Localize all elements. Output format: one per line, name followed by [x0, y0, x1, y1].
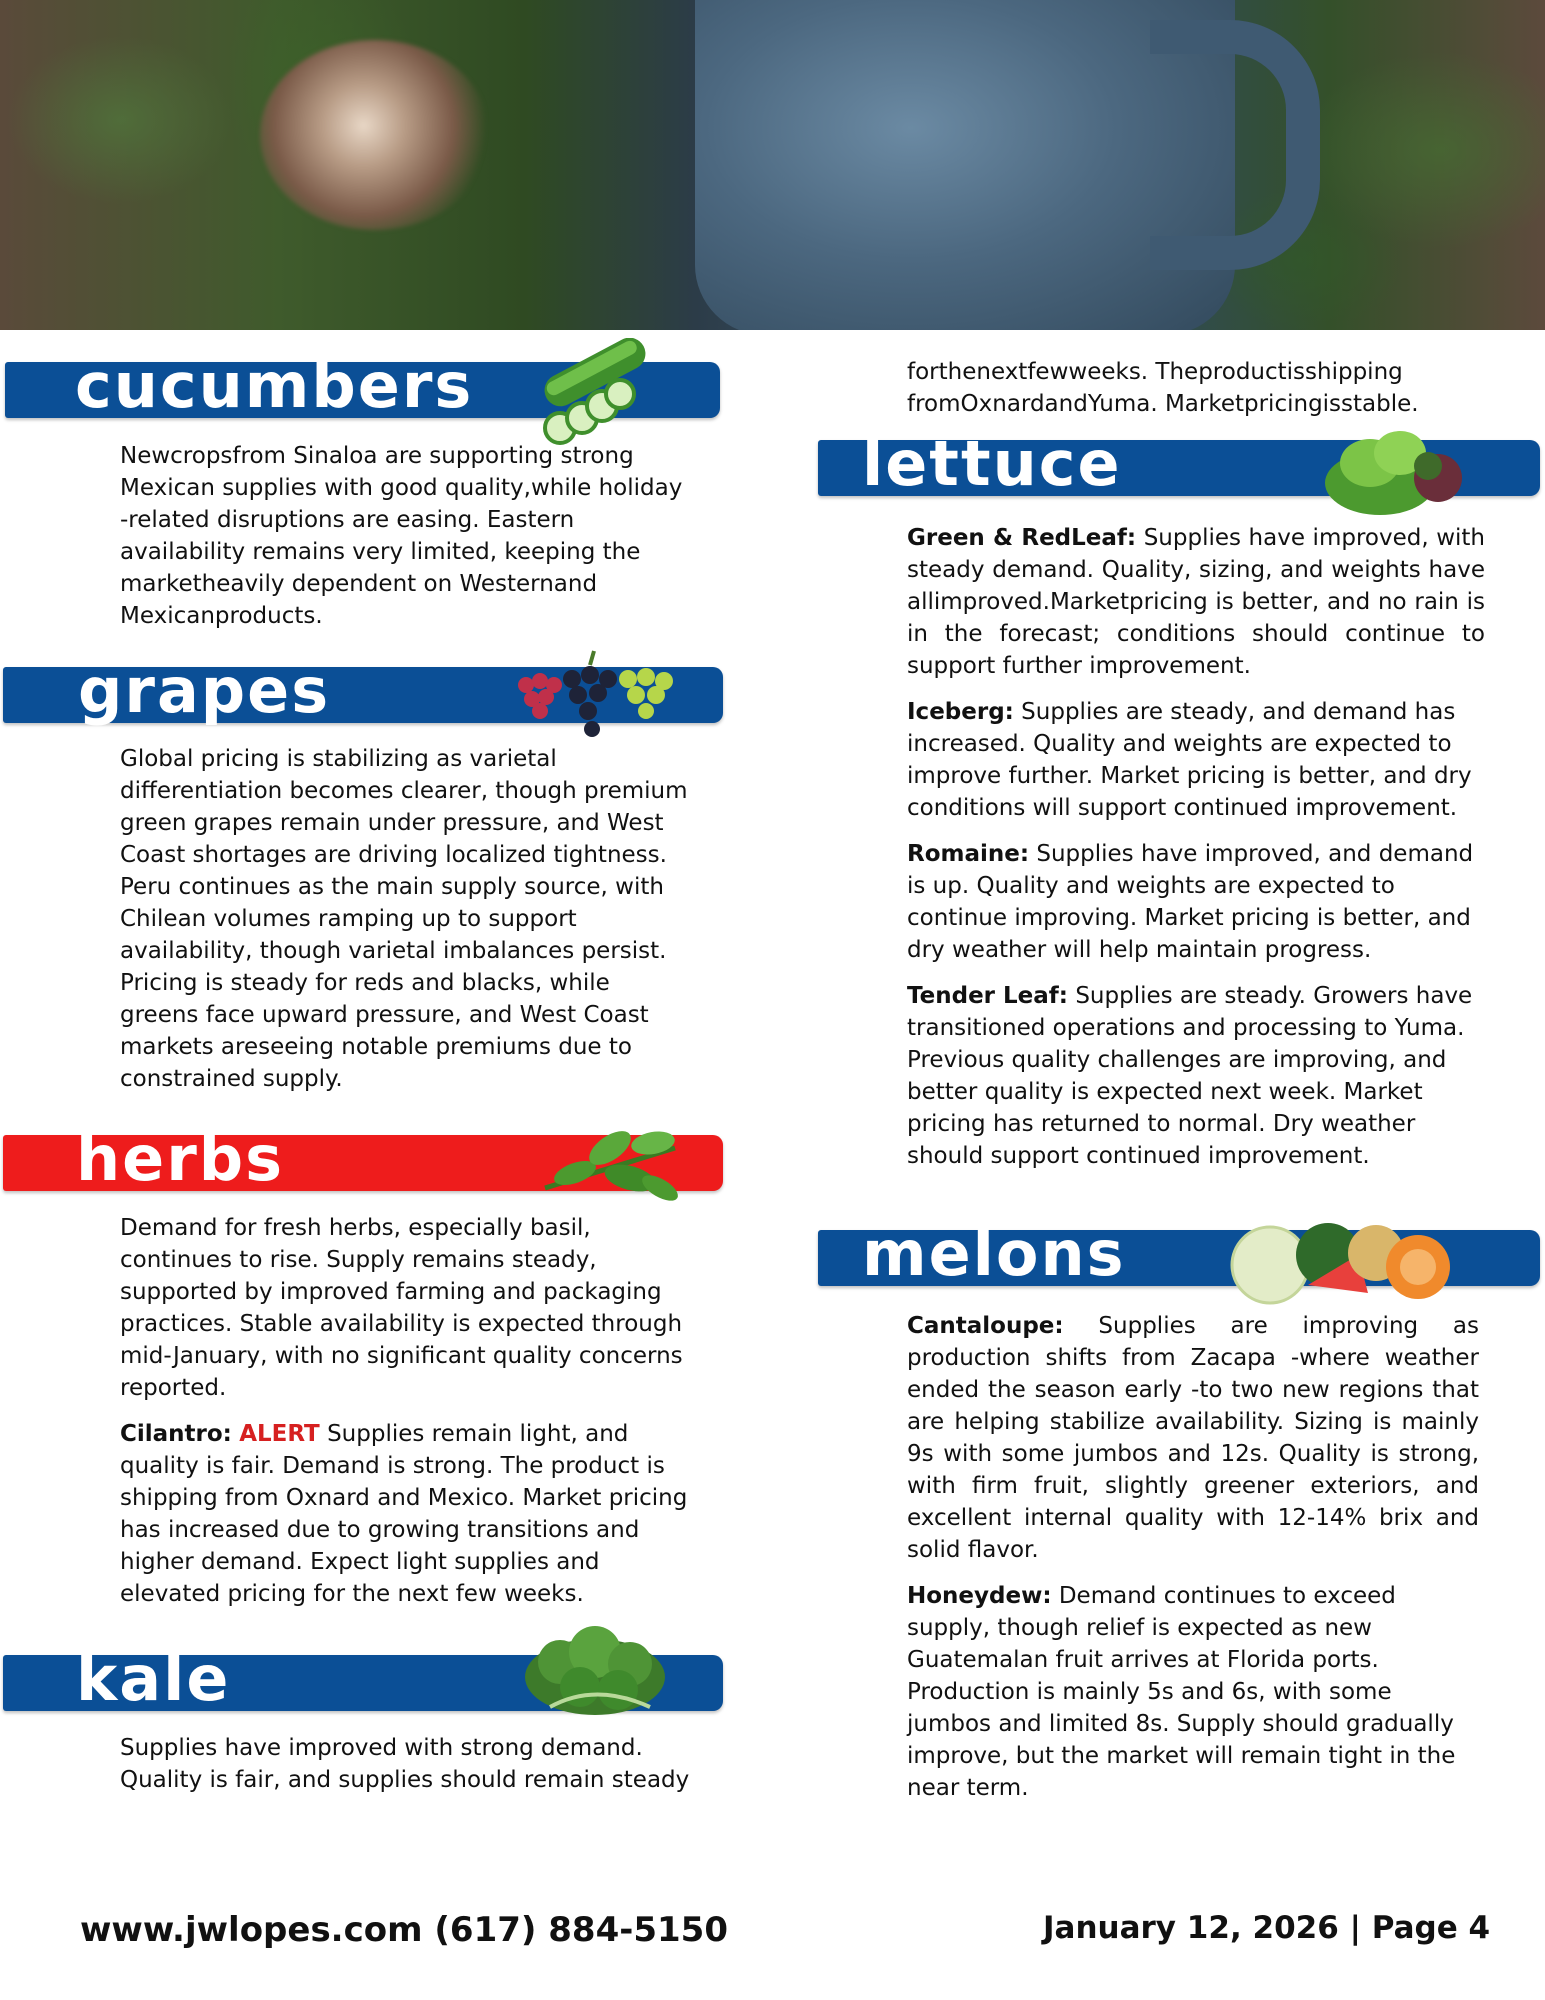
kale-continued: forthenextfewweeks. Theproductisshipping fromOxnardandYuma. Marketpricingisstable. — [907, 359, 1419, 417]
kale-continued-text — [907, 356, 1487, 420]
green-red-leaf-label: Green & RedLeaf: — [907, 525, 1137, 551]
melons-title: melons — [862, 1217, 1126, 1290]
cilantro-body: Supplies remain light, and quality is fair. Demand is strong. The product is shipping from Oxnard and Mexico. Market pricing has increased due to growing transitions and higher demand. Expect light supplies and elevated pricing for the next few weeks. — [120, 1421, 688, 1607]
footer-date-page: January 12, 2026 | Page 4 — [1043, 1910, 1491, 1946]
mug-handle — [1150, 20, 1320, 270]
herbs-body: Demand for fresh herbs, especially basil, continues to rise. Supply remains steady, supported by improved farming and packaging practices. Stable availability is expected through mid-January, with no significant quality concerns reported. — [120, 1215, 683, 1401]
romaine-paragraph — [907, 838, 1485, 966]
lettuce-icon — [1320, 418, 1470, 518]
green-red-leaf-paragraph — [907, 522, 1485, 682]
herbs-text — [120, 1212, 695, 1610]
tender-leaf-body: Supplies are steady. Growers have transitioned operations and processing to Yuma. Previous quality challenges are improving, and better quality is expected next week. Market pricing has returned to normal. Dry weather should support continued improvement. — [907, 983, 1473, 1169]
iceberg-label: Iceberg: — [907, 699, 1014, 725]
cilantro-label: Cilantro: — [120, 1421, 232, 1447]
herbs-title: herbs — [76, 1122, 285, 1195]
cantaloupe-paragraph — [907, 1310, 1479, 1566]
grapes-title: grapes — [78, 654, 331, 727]
grapes-body: Global pricing is stabilizing as varietal differentiation becomes clearer, though premium green grapes remain under pressure, and West Coast shortages are driving localized tightness. Peru continues as the main supply source, with Chilean volumes ramping up to support availability, though varietal imbalances persist. Pricing is steady for reds and blacks, while greens face upward pressure, and West Coast markets areseeing notable premiums due to constrained supply. — [120, 746, 688, 1092]
cucumbers-text — [120, 440, 690, 632]
cantaloupe-label: Cantaloupe: — [907, 1313, 1064, 1339]
honeydew-body: Demand continues to exceed supply, though relief is expected as new Guatemalan fruit arrives at Florida ports. Production is mainly 5s and 6s, with some jumbos and limited 8s. Supply should gradually improve, but the market will remain tight in the near term. — [907, 1583, 1456, 1801]
tender-leaf-paragraph — [907, 980, 1485, 1172]
honeydew-paragraph — [907, 1580, 1479, 1804]
romaine-body: Supplies have improved, and demand is up. Quality and weights are expected to continue improving. Market pricing is better, and dry weather will help maintain progress. — [907, 841, 1474, 963]
cilantro-paragraph — [120, 1418, 695, 1610]
kale-text — [120, 1732, 695, 1796]
kale-title: kale — [76, 1642, 231, 1715]
herbs-icon — [535, 1118, 690, 1208]
lettuce-title: lettuce — [862, 427, 1122, 500]
cilantro-alert-badge: ALERT — [239, 1421, 320, 1447]
melons-icon — [1228, 1215, 1468, 1305]
hero-photo — [0, 0, 1545, 330]
grapes-icon — [512, 645, 687, 745]
tender-leaf-label: Tender Leaf: — [907, 983, 1068, 1009]
iceberg-paragraph — [907, 696, 1485, 824]
iceberg-body: Supplies are steady, and demand has increased. Quality and weights are expected to improve further. Market pricing is better, and dry conditions will support continued improvement. — [907, 699, 1472, 821]
cucumbers-title: cucumbers — [75, 349, 474, 422]
lettuce-text — [907, 522, 1485, 1172]
kale-icon — [520, 1622, 670, 1722]
pinecone — [260, 40, 490, 230]
green-red-leaf-body: Supplies have improved, with steady demand. Quality, sizing, and weights have allimproved.Marketpricing is better, and no rain is in the forecast; conditions should continue to support further improvement. — [907, 525, 1486, 679]
kale-body: Supplies have improved with strong demand. Quality is fair, and supplies should remain steady — [120, 1735, 690, 1793]
cantaloupe-body: Supplies are improving as production shifts from Zacapa -where weather ended the season early -to two new regions that are helping stabilize availability. Sizing is mainly 9s with some jumbos and 12s. Quality is strong, with firm fruit, slightly greener exteriors, and excellent internal quality with 12-14% brix and solid flavor. — [907, 1313, 1480, 1563]
grapes-text — [120, 743, 695, 1095]
romaine-label: Romaine: — [907, 841, 1030, 867]
melons-text — [907, 1310, 1479, 1804]
cucumber-icon — [530, 338, 660, 448]
cucumbers-body: Newcropsfrom Sinaloa are supporting strong Mexican supplies with good quality,while holiday -related disruptions are easing. Eastern availability remains very limited, keeping the marketheavily dependent on Westernand Mexicanproducts. — [120, 443, 683, 629]
honeydew-label: Honeydew: — [907, 1583, 1052, 1609]
footer-contact: www.jwlopes.com (617) 884-5150 — [80, 1910, 728, 1950]
